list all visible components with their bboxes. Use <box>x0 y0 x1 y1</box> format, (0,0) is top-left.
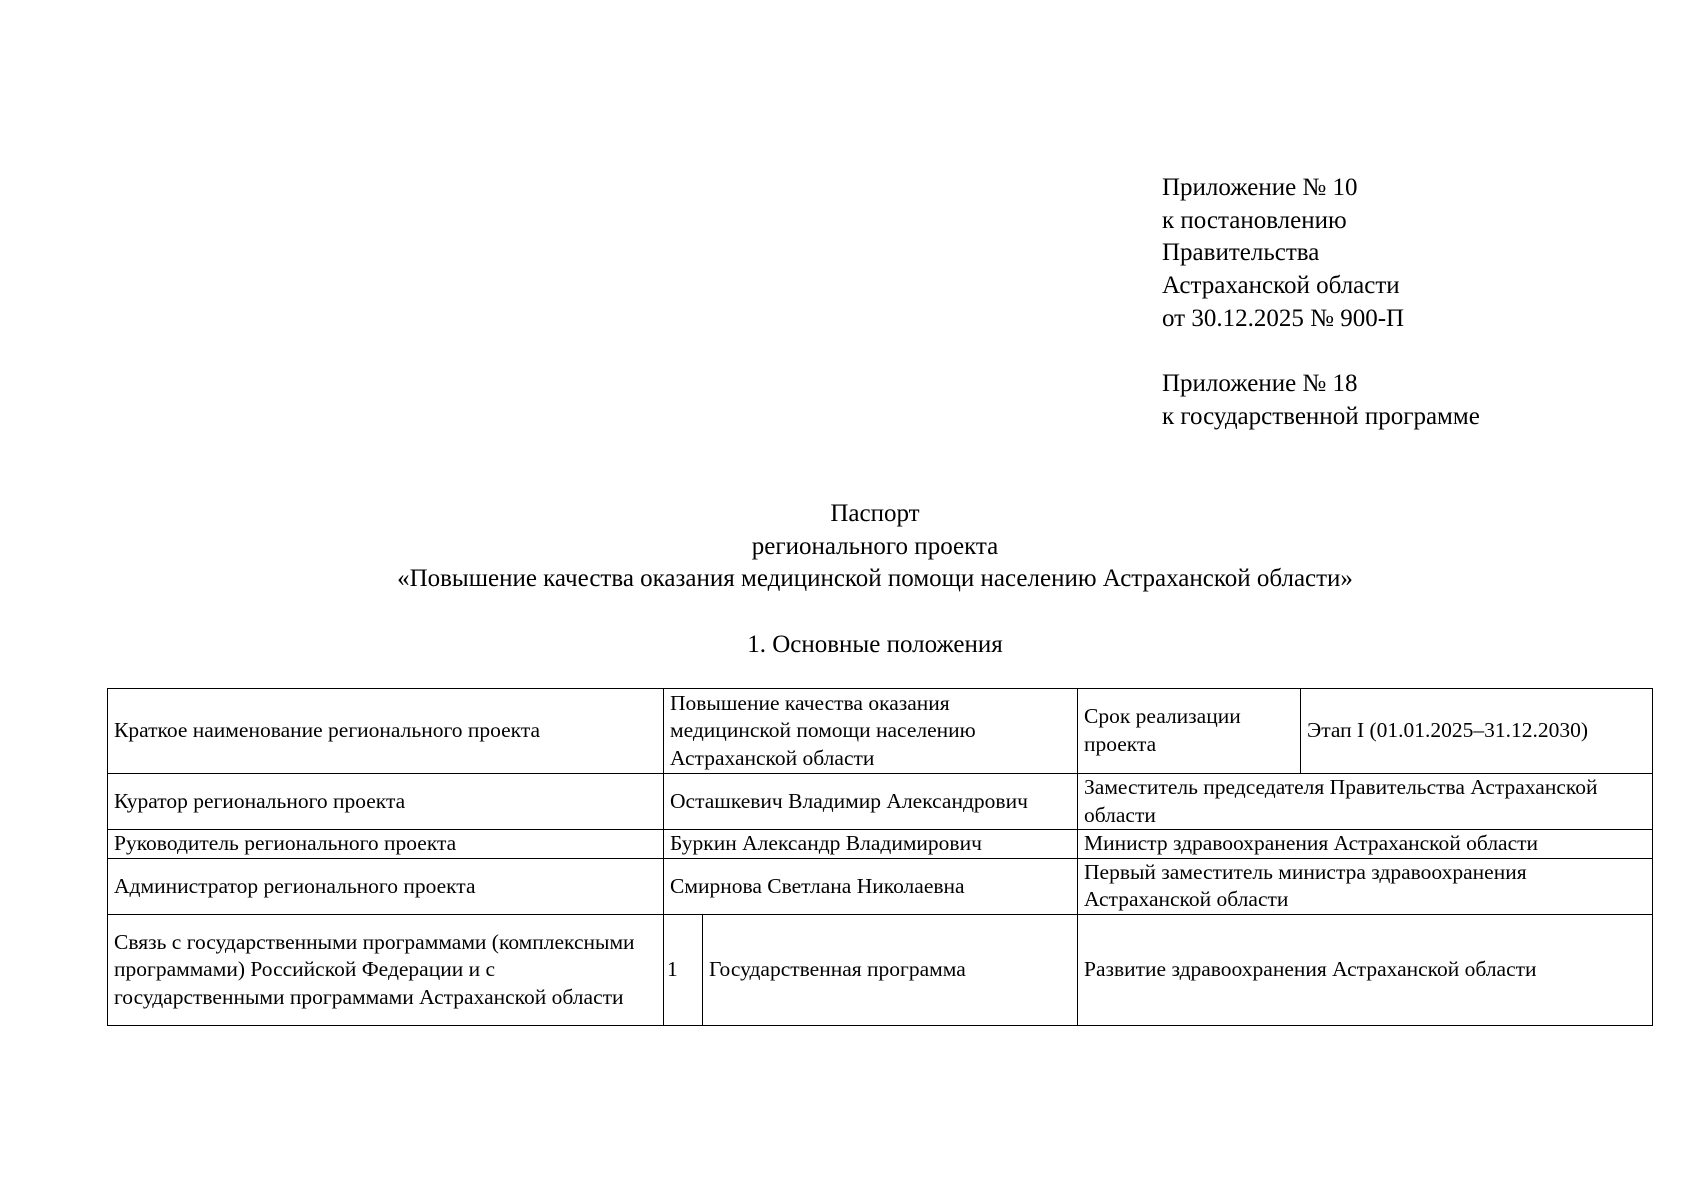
section-title: 1. Основные положения <box>747 631 1003 658</box>
curator-position: Заместитель председателя Правительства Астраханской области <box>1078 774 1653 830</box>
title-line-project-name: «Повышение качества оказания медицинской помощи населению Астраханской области» <box>397 565 1353 593</box>
term-label: Срок реализации проекта <box>1078 689 1301 774</box>
table-row <box>108 830 1653 859</box>
appendix-spacer <box>1162 336 1480 369</box>
head-position: Министр здравоохранения Астраханской области <box>1078 830 1653 859</box>
table-row <box>108 774 1653 830</box>
program-type: Государственная программа <box>703 914 1078 1025</box>
appendix-line: к постановлению <box>1162 206 1347 234</box>
row-label: Связь с государственными программами (комплексными программами) Российской Федерации и с государственными программами Астраханской области <box>108 914 664 1025</box>
appendix-line: Астраханской области <box>1162 272 1400 300</box>
table-row <box>108 914 1653 1025</box>
curator-name: Осташкевич Владимир Александрович <box>664 774 1078 830</box>
row-label: Краткое наименование регионального проекта <box>108 689 664 774</box>
project-short-name: Повышение качества оказания медицинской помощи населению Астраханской области <box>664 689 1078 774</box>
term-value: Этап I (01.01.2025–31.12.2030) <box>1301 689 1653 774</box>
title-line-passport: Паспорт <box>830 500 920 527</box>
program-name: Развитие здравоохранения Астраханской области <box>1078 914 1653 1025</box>
appendix-line: Приложение № 18 <box>1162 370 1358 398</box>
row-label: Куратор регионального проекта <box>108 774 664 830</box>
appendix-line: к государственной программе <box>1162 402 1480 430</box>
table-row <box>108 689 1653 774</box>
document-title <box>0 498 1697 596</box>
row-label: Руководитель регионального проекта <box>108 830 664 859</box>
appendix-line: Приложение № 10 <box>1162 174 1358 201</box>
program-number: 1 <box>664 914 703 1025</box>
administrator-position: Первый заместитель министра здравоохранения Астраханской области <box>1078 858 1653 914</box>
row-label: Администратор регионального проекта <box>108 858 664 914</box>
administrator-name: Смирнова Светлана Николаевна <box>664 858 1078 914</box>
head-name: Буркин Александр Владимирович <box>664 830 1078 859</box>
appendix-block <box>1162 172 1480 434</box>
appendix-line: от 30.12.2025 № 900-П <box>1162 304 1405 332</box>
table-row <box>108 858 1653 914</box>
passport-table <box>107 688 1653 1026</box>
title-line-project: регионального проекта <box>751 532 999 560</box>
appendix-line: Правительства <box>1162 239 1320 267</box>
